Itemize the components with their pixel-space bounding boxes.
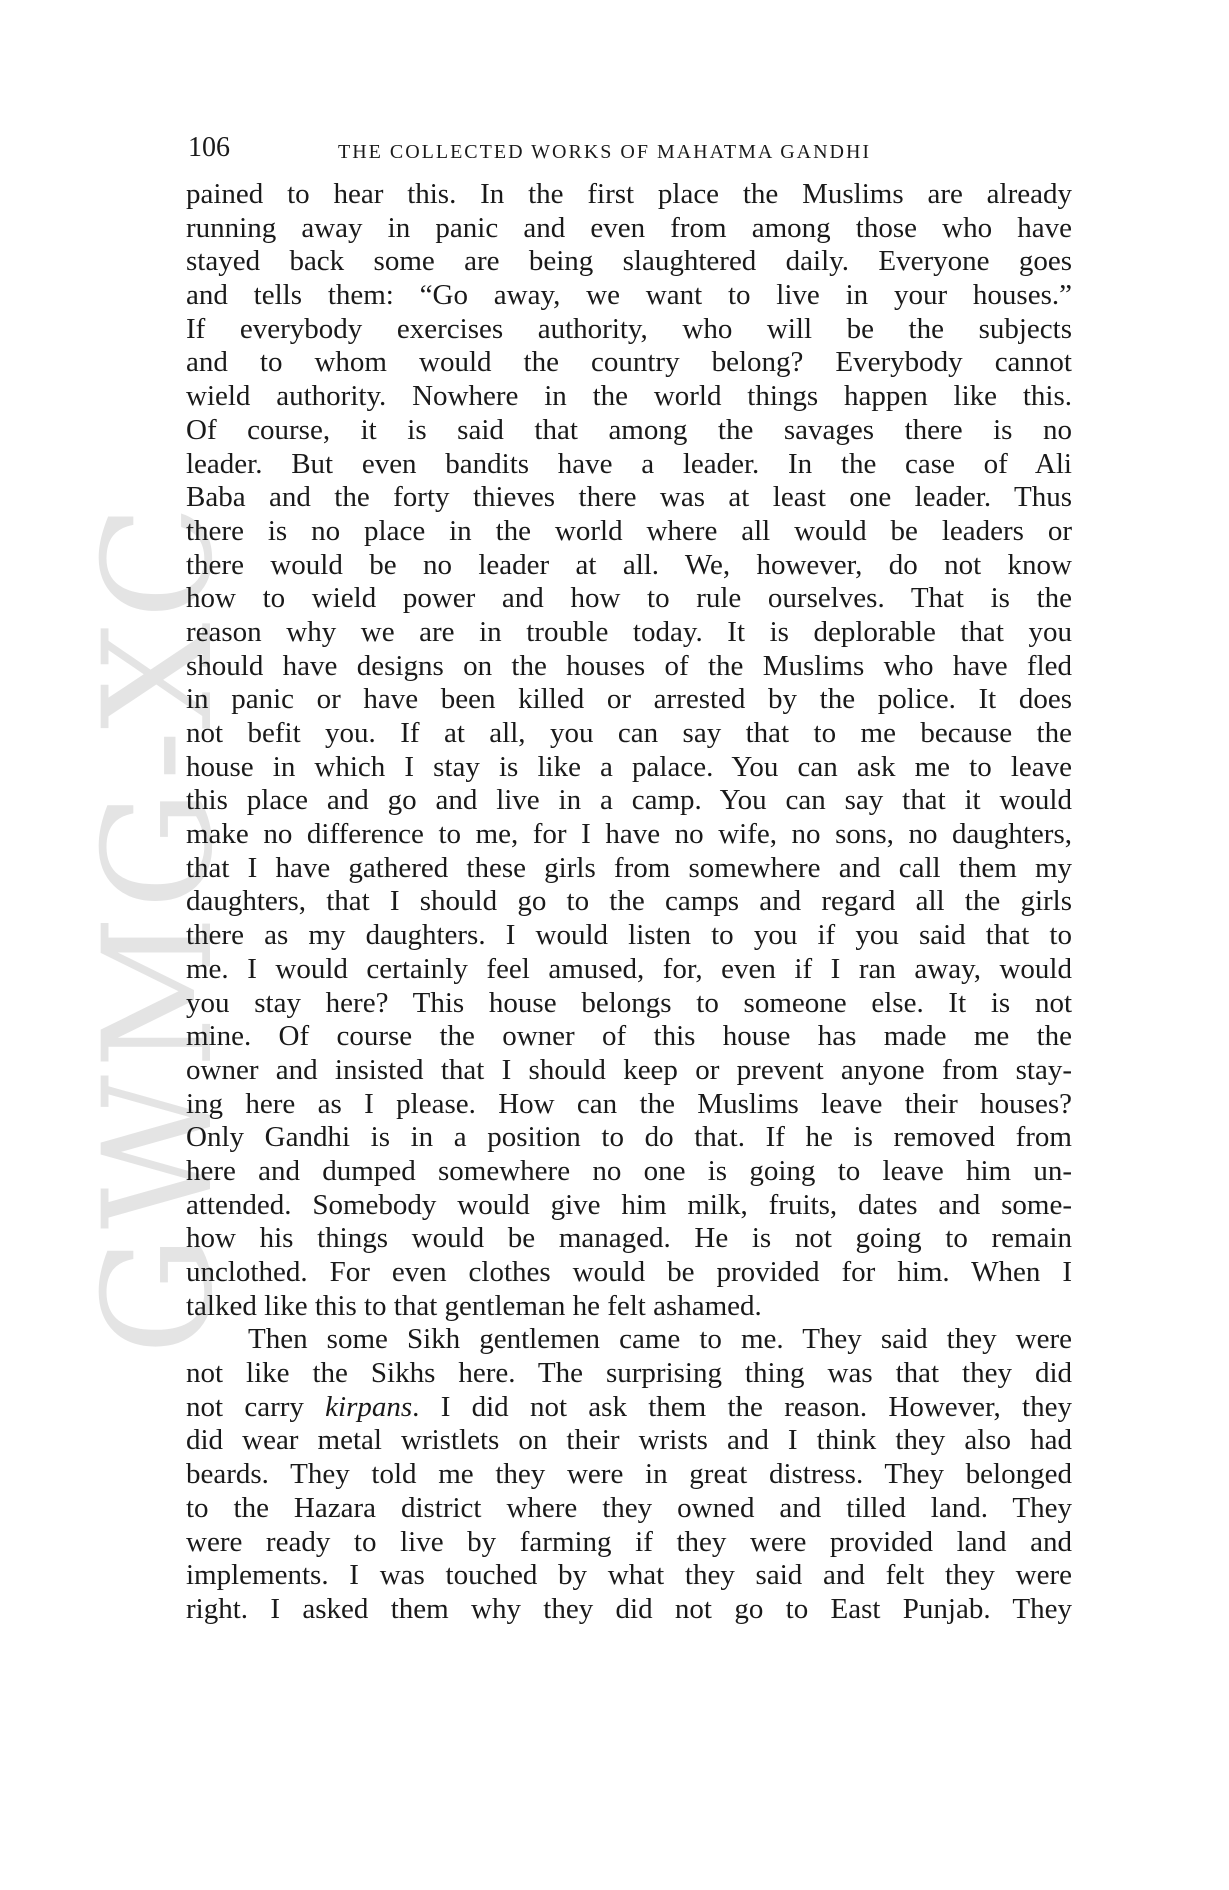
text-line: daughters, that I should go to the camps and regard all the girls <box>186 885 1072 918</box>
text-line: house in which I stay is like a palace. You can ask me to leave <box>186 750 1072 783</box>
text-line: were ready to live by farming if they were provided land and <box>186 1525 1072 1558</box>
text-line: Of course, it is said that among the savages there is no <box>186 413 1072 446</box>
text-line: Then some Sikh gentlemen came to me. They said they were <box>248 1323 1072 1356</box>
text-line: wield authority. Nowhere in the world things happen like this. <box>186 380 1072 413</box>
text-line: pained to hear this. In the first place the Muslims are already <box>186 178 1072 210</box>
text-line: owner and insisted that I should keep or prevent anyone from stay- <box>186 1053 1072 1086</box>
text-line: Only Gandhi is in a position to do that. If he is removed from <box>186 1121 1072 1154</box>
text-line: how to wield power and how to rule ourselves. That is the <box>186 582 1072 615</box>
line-start: not carry <box>186 1390 326 1423</box>
text-line: not like the Sikhs here. The surprising thing was that they did <box>186 1357 1072 1390</box>
text-line: ing here as I please. How can the Muslims leave their houses? <box>186 1087 1072 1120</box>
text-line: talked like this to that gentleman he felt ashamed. <box>186 1289 762 1322</box>
text-line: If everybody exercises authority, who will be the subjects <box>186 312 1072 345</box>
text-line: how his things would be managed. He is not going to remain <box>186 1222 1072 1255</box>
text-line: there is no place in the world where all would be leaders or <box>186 514 1072 547</box>
text-line: reason why we are in trouble today. It is deplorable that you <box>186 615 1072 648</box>
text-line: there as my daughters. I would listen to you if you said that to <box>186 919 1072 952</box>
text-line: did wear metal wristlets on their wrists and I think they also had <box>186 1424 1072 1457</box>
text-line: implements. I was touched by what they said and felt they were <box>186 1559 1072 1592</box>
page-number: 106 <box>188 132 230 163</box>
text-line: should have designs on the houses of the Muslims who have fled <box>186 649 1072 682</box>
text-line: and tells them: “Go away, we want to live in your houses.” <box>186 279 1072 312</box>
text-line: make no difference to me, for I have no wife, no sons, no daughters, <box>186 818 1072 851</box>
text-line: this place and go and live in a camp. You can say that it would <box>186 784 1072 817</box>
text-line: beards. They told me they were in great distress. They belonged <box>186 1458 1072 1491</box>
text-line: running away in panic and even from among those who have <box>186 211 1072 244</box>
text-line: you stay here? This house belongs to someone else. It is not <box>186 986 1072 1019</box>
text-line: there would be no leader at all. We, however, do not know <box>186 548 1072 581</box>
body-text <box>186 178 1072 1627</box>
text-line: to the Hazara district where they owned and tilled land. They <box>186 1491 1072 1524</box>
text-line: me. I would certainly feel amused, for, even if I ran away, would <box>186 952 1072 985</box>
text-line: right. I asked them why they did not go to East Punjab. They <box>186 1592 1072 1625</box>
text-line-with-italic <box>186 1391 1072 1425</box>
paragraph-2 <box>186 1323 1072 1626</box>
paragraph-1 <box>186 178 1072 1323</box>
italic-term-kirpans: kirpans <box>325 1390 413 1423</box>
text-line: that I have gathered these girls from somewhere and call them my <box>186 851 1072 884</box>
text-line: mine. Of course the owner of this house has made me the <box>186 1020 1072 1053</box>
text-line: Baba and the forty thieves there was at least one leader. Thus <box>186 481 1072 514</box>
watermark: GWMG-XC <box>72 498 246 1355</box>
text-line: and to whom would the country belong? Everybody cannot <box>186 346 1072 379</box>
line-end: . I did not ask them the reason. However, they <box>412 1390 1072 1423</box>
text-line: here and dumped somewhere no one is going to leave him un- <box>186 1154 1072 1187</box>
text-line: stayed back some are being slaughtered daily. Everyone goes <box>186 245 1072 278</box>
text-line: in panic or have been killed or arrested by the police. It does <box>186 683 1072 716</box>
page-header <box>188 128 1078 168</box>
text-line: not befit you. If at all, you can say that to me because the <box>186 717 1072 749</box>
text-line: leader. But even bandits have a leader. In the case of Ali <box>186 447 1072 480</box>
running-title: THE COLLECTED WORKS OF MAHATMA GANDHI <box>338 141 872 163</box>
text-line: attended. Somebody would give him milk, fruits, dates and some- <box>186 1188 1072 1221</box>
text-line: unclothed. For even clothes would be provided for him. When I <box>186 1256 1072 1288</box>
